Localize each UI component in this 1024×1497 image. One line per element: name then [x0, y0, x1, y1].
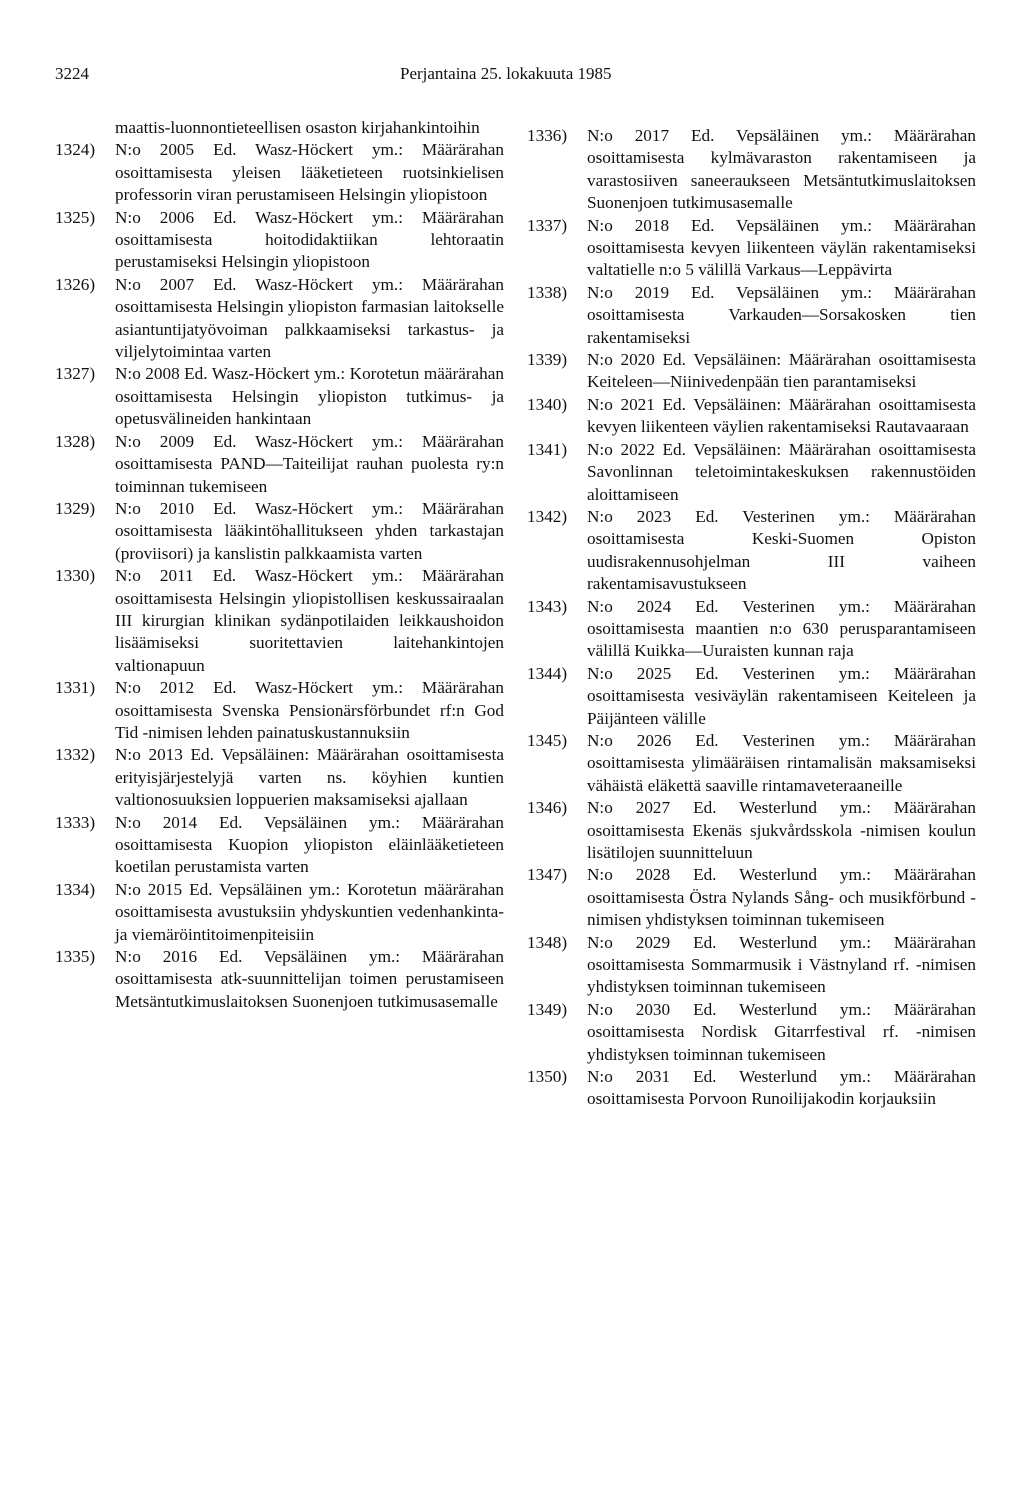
- entry-number: 1329): [55, 498, 96, 518]
- entry-number: 1343): [527, 596, 568, 616]
- entry-text: N:o 2011 Ed. Wasz-Höckert ym.: Määrärahan osoittamisesta Helsingin yliopistollisen keskussairaalan III kirurgian klinikan sydänpotilaiden leikkaushoidon lisäämiseksi suoritettavien laitehankintojen valtionapuun: [115, 566, 504, 675]
- entry-text: N:o 2005 Ed. Wasz-Höckert ym.: Määrärahan osoittamisesta yleisen lääketieteen ruotsinkielisen professorin viran perustamiseen Helsingin yliopistoon: [115, 140, 504, 205]
- entry-number: 1342): [527, 506, 568, 526]
- entry-text: N:o 2006 Ed. Wasz-Höckert ym.: Määrärahan osoittamisesta hoitodidaktiikan lehtoraatin perustamiseksi Helsingin yliopistoon: [115, 207, 504, 272]
- page-number: 3224: [55, 64, 89, 83]
- list-item: [55, 946, 504, 1013]
- entry-text: N:o 2027 Ed. Westerlund ym.: Määrärahan osoittamisesta Ekenäs sjukvårdsskola -nimisen koulun lisätilojen suunnitteluun: [587, 798, 976, 862]
- list-item: [527, 282, 976, 349]
- entry-number: 1348): [527, 932, 568, 952]
- entry-number: 1336): [527, 126, 568, 145]
- list-item: [527, 663, 976, 730]
- entry-number: 1344): [527, 663, 568, 683]
- entry-number: 1332): [55, 745, 96, 765]
- list-item: [527, 439, 976, 506]
- entry-text: N:o 2007 Ed. Wasz-Höckert ym.: Määrärahan osoittamisesta Helsingin yliopiston farmasian laitokselle asiantuntijatyövoiman palkkaamiseksi tarkastus- ja viljelytoimintaa varten: [115, 274, 504, 362]
- entry-text: N:o 2009 Ed. Wasz-Höckert ym.: Määrärahan osoittamisesta PAND—Taiteilijat rauhan puolesta ry:n toiminnan tukemiseen: [115, 431, 504, 496]
- entry-text: N:o 2028 Ed. Westerlund ym.: Määrärahan osoittamisesta Östra Nylands Sång- och musikförbund -nimisen yhdistyksen toiminnan tukemiseen: [587, 865, 976, 930]
- list-item: [527, 730, 976, 797]
- entry-number: 1341): [527, 439, 568, 459]
- entry-number: 1328): [55, 431, 96, 451]
- list-item: [527, 797, 976, 864]
- list-item: [527, 596, 976, 663]
- entry-number: 1347): [527, 865, 568, 885]
- list-item: [55, 812, 504, 879]
- entry-text: N:o 2029 Ed. Westerlund ym.: Määrärahan osoittamisesta Sommarmusik i Västnyland rf. -nimisen yhdistyksen toiminnan tukemiseen: [587, 932, 976, 997]
- list-item: [55, 431, 504, 498]
- list-item: [527, 349, 976, 394]
- entry-number: 1335): [55, 947, 96, 967]
- running-title: Perjantaina 25. lokakuuta 1985: [400, 64, 612, 83]
- entry-number: 1340): [527, 394, 568, 414]
- list-item: [527, 394, 976, 439]
- list-item: [55, 565, 504, 677]
- list-item: [55, 498, 504, 565]
- entry-text: N:o 2020 Ed. Vepsäläinen: Määrärahan osoittamisesta Keiteleen—Niinivedenpään tien parantamiseksi: [587, 350, 976, 392]
- entry-text: N:o 2018 Ed. Vepsäläinen ym.: Määrärahan osoittamisesta kevyen liikenteen väylän rakentamiseksi valtatielle n:o 5 välillä Varkaus—Leppävirta: [587, 215, 976, 280]
- entry-text: N:o 2024 Ed. Vesterinen ym.: Määrärahan osoittamisesta maantien n:o 630 perusparantamiseen välillä Kuikka—Uuraisten kunnan raja: [587, 596, 976, 661]
- list-item: [527, 125, 976, 215]
- continuation-text: maattis-luonnontieteellisen osaston kirjahankintoihin: [115, 118, 480, 137]
- entry-number: 1350): [527, 1067, 568, 1087]
- list-item: [527, 215, 976, 282]
- entry-text: N:o 2021 Ed. Vepsäläinen: Määrärahan osoittamisesta kevyen liikenteen väylien rakentamiseksi Rautavaaraan: [587, 394, 976, 437]
- entry-number: 1333): [55, 812, 96, 832]
- list-item: [527, 506, 976, 596]
- entry-text: N:o 2022 Ed. Vepsäläinen: Määrärahan osoittamisesta Savonlinnan teletoimintakeskuksen rakennustöiden aloittamiseen: [587, 439, 976, 504]
- list-item: [55, 139, 504, 206]
- entry-number: 1338): [527, 282, 568, 302]
- entry-text: N:o 2019 Ed. Vepsäläinen ym.: Määrärahan osoittamisesta Varkauden—Sorsakosken tien rakentamiseksi: [587, 282, 976, 347]
- entry-number: 1337): [527, 215, 568, 235]
- entry-number: 1327): [55, 364, 96, 384]
- entry-number: 1339): [527, 350, 568, 370]
- list-item: [527, 999, 976, 1066]
- entry-number: 1345): [527, 730, 568, 750]
- entry-text: N:o 2026 Ed. Vesterinen ym.: Määrärahan osoittamisesta ylimääräisen rintamalisän maksamiseksi vähäistä eläkettä saaville rintamaveteraaneille: [587, 730, 976, 795]
- entry-number: 1334): [55, 879, 96, 899]
- entry-text: N:o 2014 Ed. Vepsäläinen ym.: Määrärahan osoittamisesta Kuopion yliopiston eläinlääketieteen koetilan perustamista varten: [115, 812, 504, 877]
- entry-text: N:o 2023 Ed. Vesterinen ym.: Määrärahan osoittamisesta Keski-Suomen Opiston uudisrakennusohjelman III vaiheen rakentamisavustukseen: [587, 506, 976, 594]
- entry-number: 1346): [527, 798, 568, 818]
- list-item: [527, 932, 976, 999]
- list-item: [527, 1066, 976, 1111]
- left-column: [55, 117, 504, 1013]
- entry-text: N:o 2008 Ed. Wasz-Höckert ym.: Korotetun määrärahan osoittamisesta Helsingin yliopiston tutkimus- ja opetusvälineiden hankintaan: [115, 364, 504, 429]
- entry-text: N:o 2015 Ed. Vepsäläinen ym.: Korotetun määrärahan osoittamisesta avustuksiin yhdyskuntien vedenhankinta- ja viemäröintitoimenpiteisiin: [115, 879, 504, 944]
- entry-text: N:o 2012 Ed. Wasz-Höckert ym.: Määrärahan osoittamisesta Svenska Pensionärsförbundet rf:n God Tid -nimisen lehden painatuskustannuksiin: [115, 678, 504, 742]
- entry-number: 1326): [55, 274, 96, 294]
- entry-text: N:o 2016 Ed. Vepsäläinen ym.: Määrärahan osoittamisesta atk-suunnittelijan toimen perustamiseen Metsäntutkimuslaitoksen Suonenjoen tutkimusasemalle: [115, 947, 504, 1011]
- entry-number: 1349): [527, 999, 568, 1019]
- entry-number: 1324): [55, 140, 96, 160]
- right-column: [527, 125, 976, 1111]
- entry-text: N:o 2030 Ed. Westerlund ym.: Määrärahan osoittamisesta Nordisk Gitarrfestival rf. -nimisen yhdistyksen toiminnan tukemiseen: [587, 999, 976, 1064]
- list-item: [55, 677, 504, 744]
- list-item: [55, 207, 504, 274]
- entry-text: N:o 2025 Ed. Vesterinen ym.: Määrärahan osoittamisesta vesiväylän rakentamiseen Keiteleen ja Päijänteen välille: [587, 663, 976, 728]
- entry-number: 1331): [55, 678, 96, 698]
- entry-text: N:o 2017 Ed. Vepsäläinen ym.: Määrärahan osoittamisesta kylmävaraston rakentamiseen ja varastosiiven saneeraukseen Metsäntutkimuslaitoksen Suonenjoen tutkimusasemalle: [587, 126, 976, 213]
- list-item: [55, 744, 504, 811]
- list-item: [55, 879, 504, 946]
- entry-number: 1325): [55, 207, 96, 227]
- list-item: [55, 363, 504, 430]
- entry-number: 1330): [55, 566, 96, 586]
- list-item: [55, 274, 504, 364]
- list-item: [527, 864, 976, 931]
- entry-text: N:o 2010 Ed. Wasz-Höckert ym.: Määrärahan osoittamisesta lääkintöhallitukseen yhden tarkastajan (proviisori) ja kanslistin palkkaamista varten: [115, 498, 504, 563]
- entry-text: N:o 2031 Ed. Westerlund ym.: Määrärahan osoittamisesta Porvoon Runoilijakodin korjauksiin: [587, 1067, 976, 1109]
- entry-text: N:o 2013 Ed. Vepsäläinen: Määrärahan osoittamisesta erityisjärjestelyjä varten ns. köyhien kuntien valtionosuuksien loppuerien maksamiseksi ajallaan: [115, 745, 504, 810]
